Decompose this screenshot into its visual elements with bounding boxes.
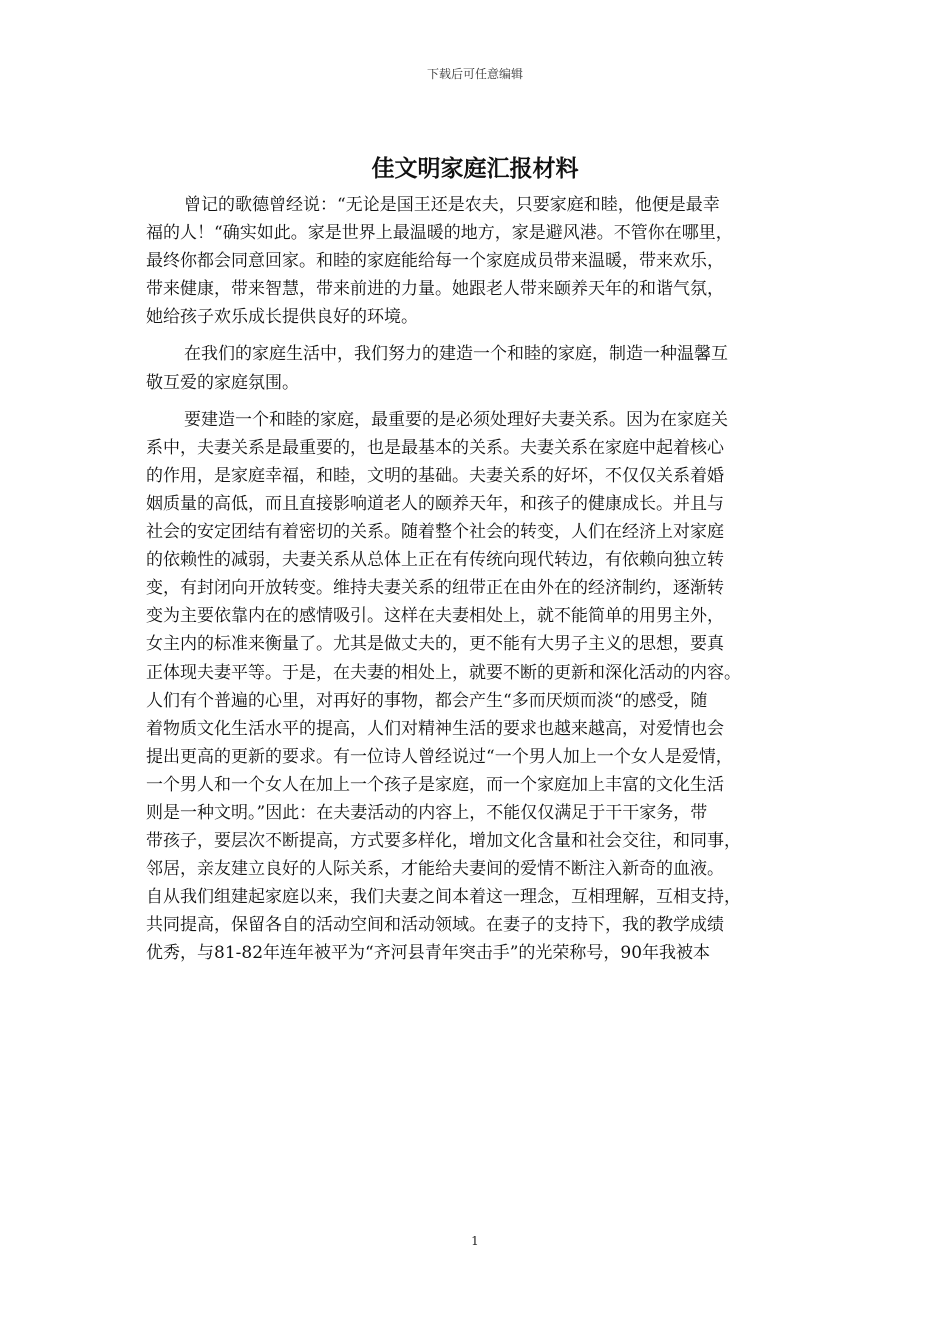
document-body <box>146 191 806 968</box>
paragraph-3 <box>146 406 806 968</box>
text-line: 系中，夫妻关系是最重要的，也是最基本的关系。夫妻关系在家庭中起着核心 <box>146 437 724 458</box>
text-line: 邻居，亲友建立良好的人际关系，才能给夫妻间的爱情不断注入新奇的血液。 <box>146 859 724 880</box>
text-line: 带来健康，带来智慧，带来前进的力量。她跟老人带来颐养天年的和谐气氛， <box>146 279 724 300</box>
text-line: 要建造一个和睦的家庭，最重要的是必须处理好夫妻关系。因为在家庭关 <box>184 409 728 430</box>
text-line: 着物质文化生活水平的提高，人们对精神生活的要求也越来越高，对爱情也会 <box>146 718 724 739</box>
paragraph-2 <box>146 340 806 396</box>
text-line: 一个男人和一个女人在加上一个孩子是家庭，而一个家庭加上丰富的文化生活 <box>146 774 724 795</box>
text-line: 正体现夫妻平等。于是，在夫妻的相处上，就要不断的更新和深化活动的内容。 <box>146 662 741 683</box>
text-line: 在我们的家庭生活中，我们努力的建造一个和睦的家庭，制造一种温馨互 <box>184 344 728 365</box>
header-note: 下载后可任意编辑 <box>426 67 523 81</box>
document-title: 佳文明家庭汇报材料 <box>371 155 579 182</box>
paragraph-1 <box>146 191 806 331</box>
text-line: 变，有封闭向开放转变。维持夫妻关系的纽带正在由外在的经济制约，逐渐转 <box>146 578 724 599</box>
text-line: 曾记的歌德曾经说：“无论是国王还是农夫，只要家庭和睦，他便是最幸 <box>184 195 720 215</box>
text-line: 福的人！“确实如此。家是世界上最温暖的地方，家是避风港。不管你在哪里， <box>146 223 733 244</box>
text-line: 提出更高的更新的要求。有一位诗人曾经说过“一个男人加上一个女人是爱情， <box>146 746 733 767</box>
text-line: 带孩子，要层次不断提高，方式要多样化，增加文化含量和社会交往，和同事， <box>146 831 741 852</box>
text-line: 优秀，与81-82年连年被平为“齐河县青年突击手”的光荣称号，90年我被本 <box>146 943 711 964</box>
text-line: 则是一种文明。”因此：在夫妻活动的内容上，不能仅仅满足于干干家务，带 <box>146 802 708 823</box>
text-line: 女主内的标准来衡量了。尤其是做丈夫的，更不能有大男子主义的思想，要真 <box>146 634 724 655</box>
text-line: 最终你都会同意回家。和睦的家庭能给每一个家庭成员带来温暖，带来欢乐， <box>146 251 724 272</box>
text-line: 自从我们组建起家庭以来，我们夫妻之间本着这一理念，互相理解，互相支持， <box>146 887 741 908</box>
text-line: 社会的安定团结有着密切的关系。随着整个社会的转变，人们在经济上对家庭 <box>146 522 724 543</box>
text-line: 变为主要依靠内在的感情吸引。这样在夫妻相处上，就不能简单的用男主外， <box>146 606 724 627</box>
text-line: 她给孩子欢乐成长提供良好的环境。 <box>146 307 418 328</box>
text-line: 的依赖性的减弱，夫妻关系从总体上正在有传统向现代转边，有依赖向独立转 <box>146 550 724 571</box>
text-line: 共同提高，保留各自的活动空间和活动领域。在妻子的支持下，我的教学成绩 <box>146 915 724 936</box>
text-line: 的作用，是家庭幸福，和睦，文明的基础。夫妻关系的好坏，不仅仅关系着婚 <box>146 465 724 486</box>
page-number: 1 <box>471 1234 479 1248</box>
text-line: 人们有个普遍的心里，对再好的事物，都会产生“多而厌烦而淡“的感受，随 <box>146 690 708 711</box>
text-line: 敬互爱的家庭氛围。 <box>146 372 299 393</box>
text-line: 姻质量的高低，而且直接影响道老人的颐养天年，和孩子的健康成长。并且与 <box>146 493 724 514</box>
